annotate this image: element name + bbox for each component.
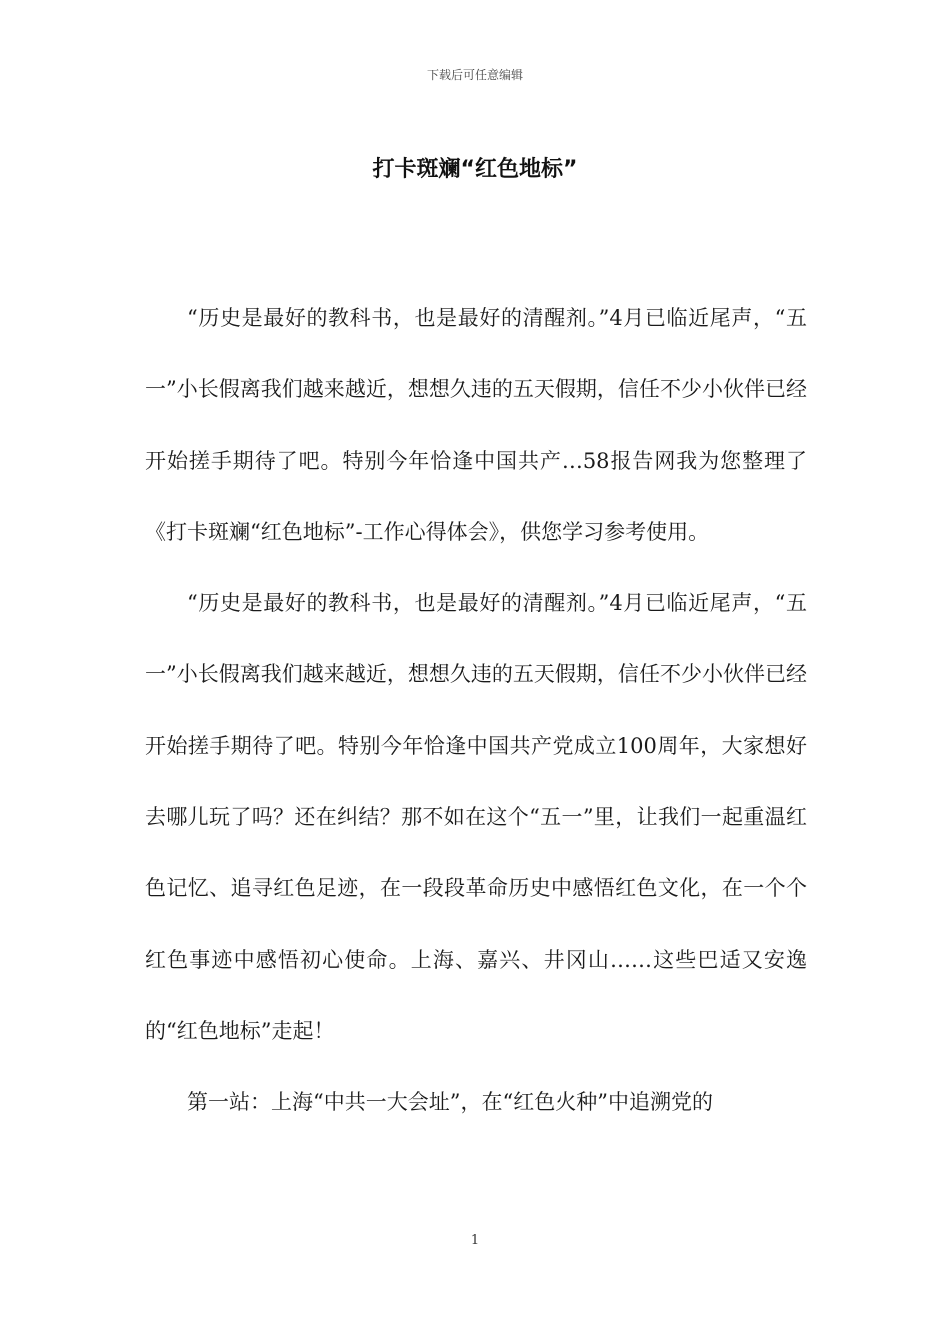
document-body bbox=[145, 283, 807, 1139]
page-header-note: 下载后可任意编辑 bbox=[426, 68, 523, 82]
document-title: 打卡斑斓“红色地标” bbox=[372, 157, 578, 182]
paragraph-1: “历史是最好的教科书，也是最好的清醒剂。”4月已临近尾声，“五一”小长假离我们越来越近，想想久违的五天假期，信任不少小伙伴已经开始搓手期待了吧。特别今年恰逢中国共产…58报告网我为您整理了《打卡斑斓“红色地标”-工作心得体会》，供您学习参考使用。 bbox=[145, 306, 807, 544]
page-number: 1 bbox=[470, 1233, 480, 1248]
paragraph-2: “历史是最好的教科书，也是最好的清醒剂。”4月已临近尾声，“五一”小长假离我们越来越近，想想久违的五天假期，信任不少小伙伴已经开始搓手期待了吧。特别今年恰逢中国共产党成立100周年，大家想好去哪儿玩了吗？还在纠结？那不如在这个“五一”里，让我们一起重温红色记忆、追寻红色足迹，在一段段革命历史中感悟红色文化，在一个个红色事迹中感悟初心使命。上海、嘉兴、井冈山……这些巴适又安逸的“红色地标”走起！ bbox=[145, 591, 807, 1043]
paragraph-3: 第一站：上海“中共一大会址”，在“红色火种”中追溯党的 bbox=[187, 1090, 713, 1115]
